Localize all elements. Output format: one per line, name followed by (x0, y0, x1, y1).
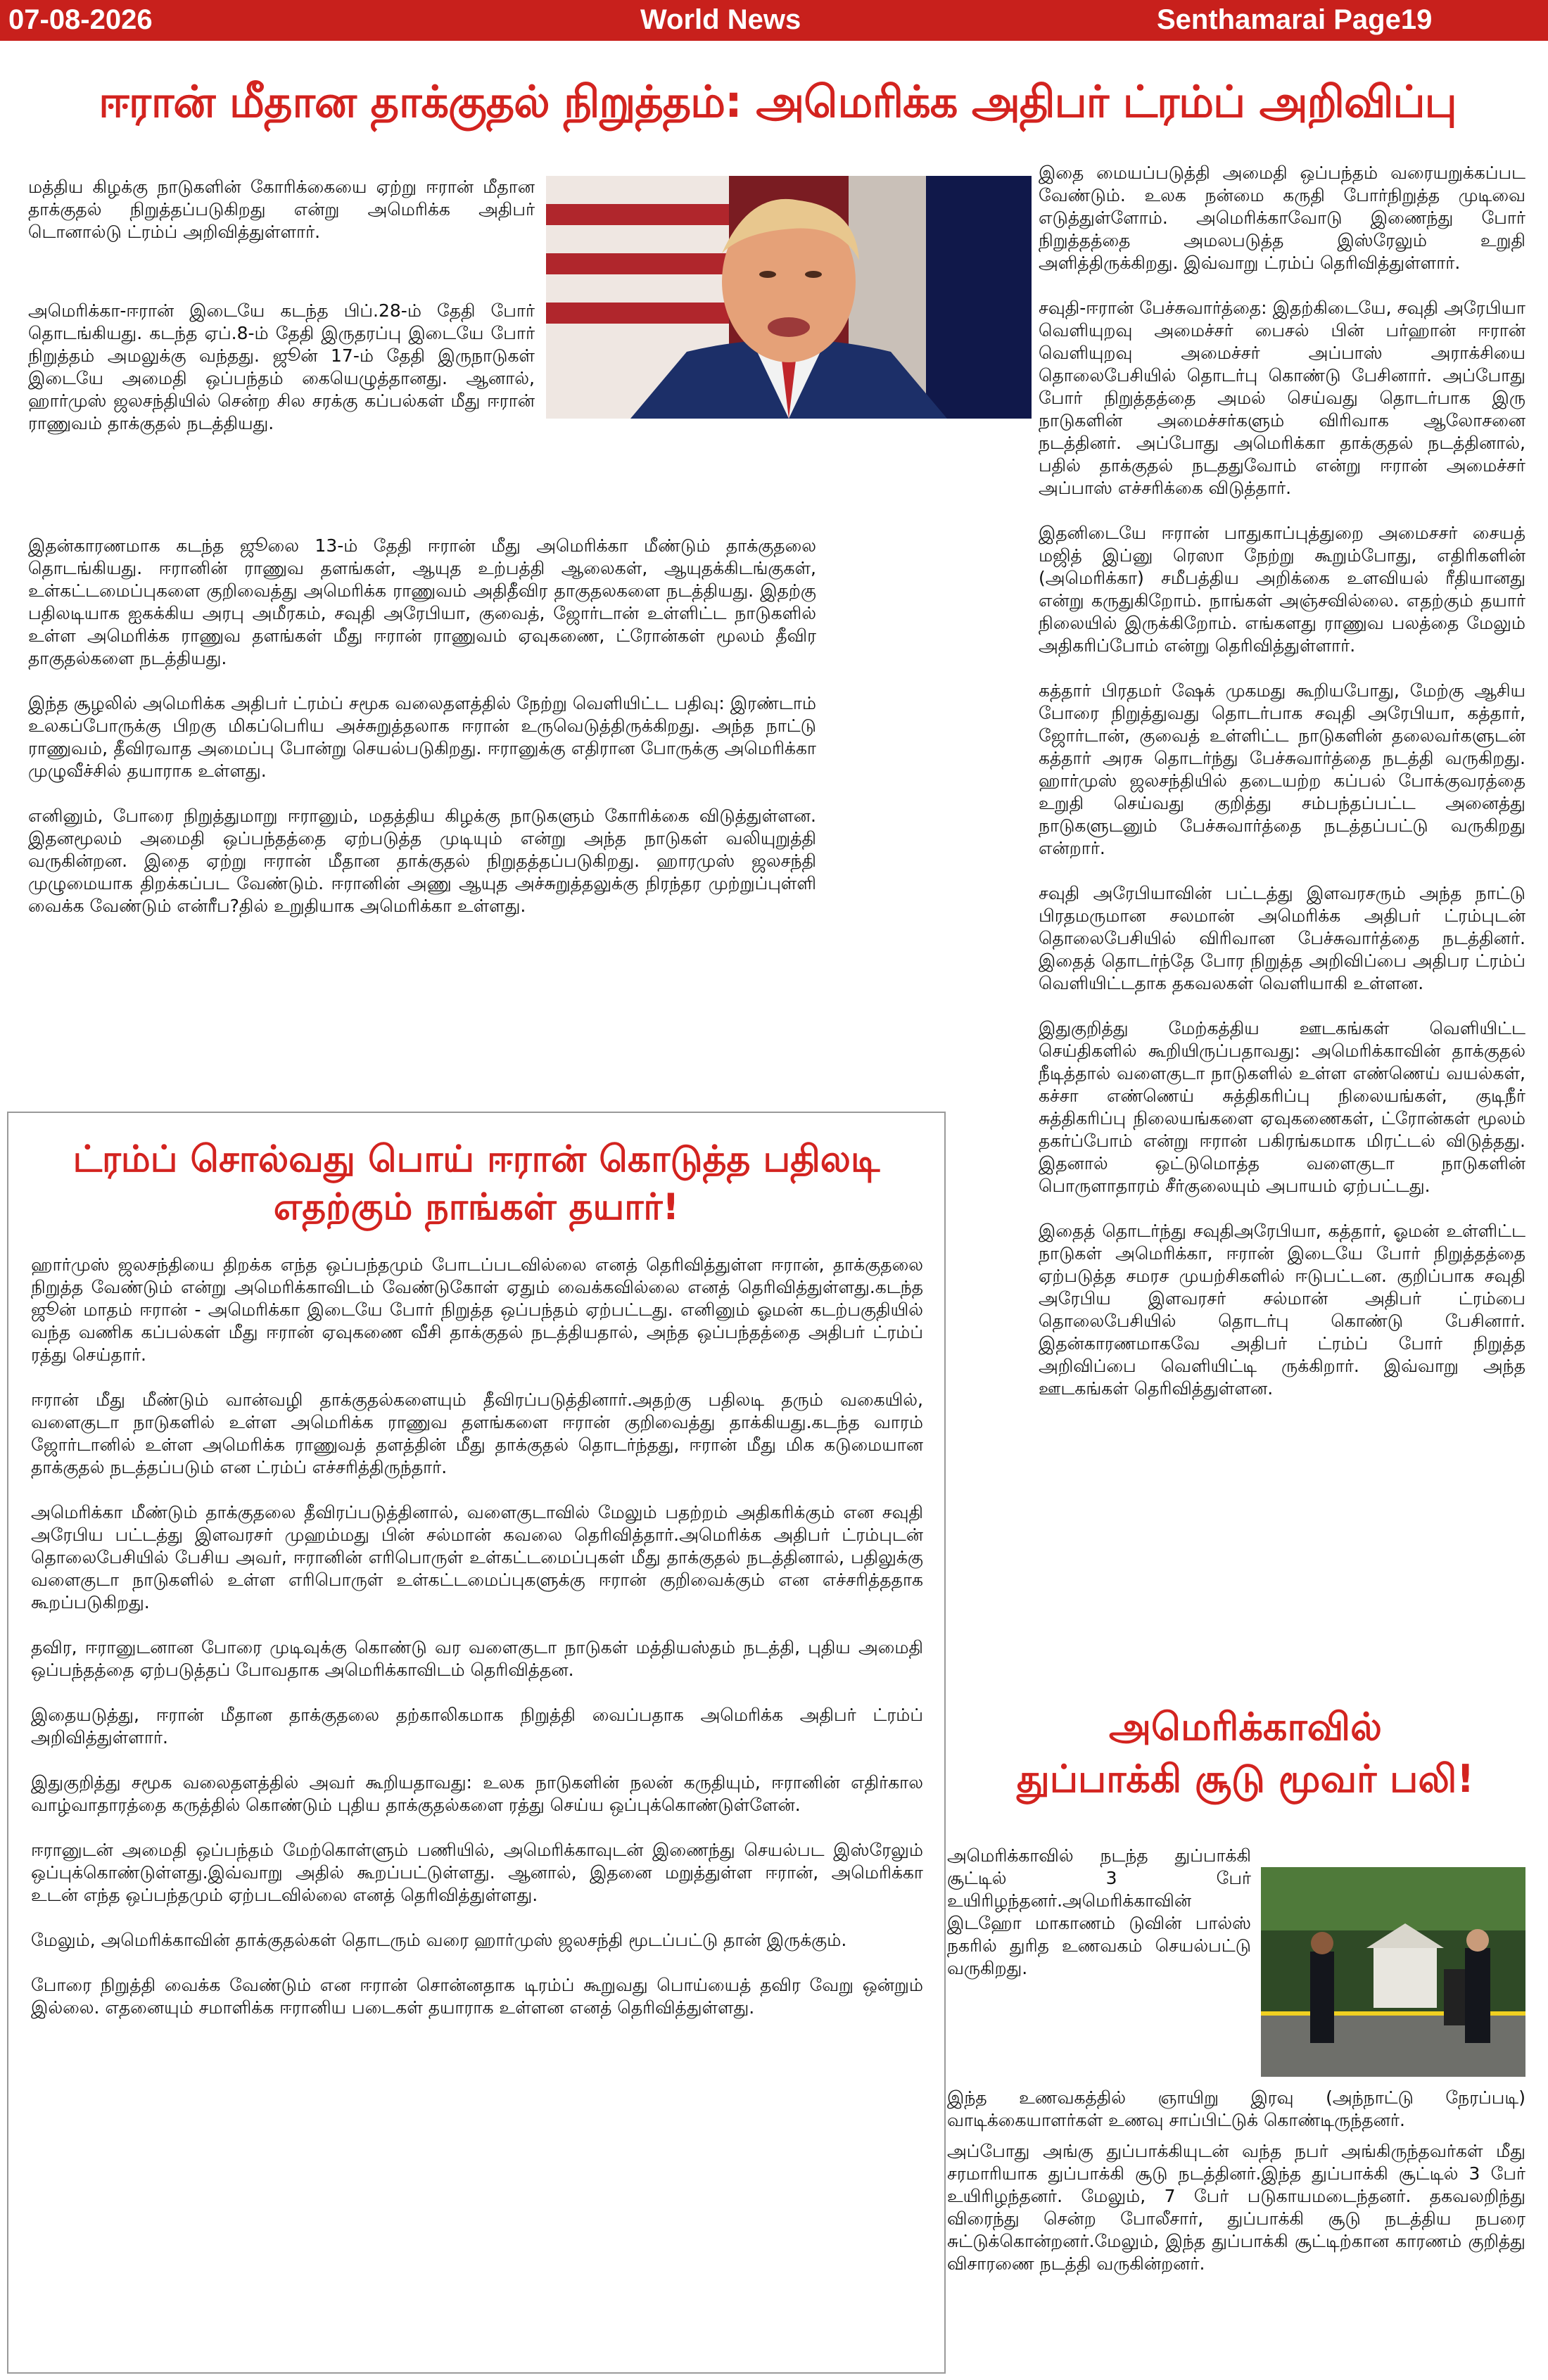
shooting-scene-photo (1261, 1867, 1525, 2077)
shooting-heading-line-1: அமெரிக்காவில் (1109, 1705, 1382, 1749)
article-paragraph: இதுகுறித்து சமூக வலைதளத்தில் அவர் கூறியதாவது: உலக நாடுகளின் நலன் கருதியும், ஈரானின் எதிர்கால வாழ்வாதாரத்தை கருத்தில் கொண்டும் புதிய தாக்குதல்களை ரத்து செய்ய ஒப்புக்கொண்டுள்ளேன். (31, 1772, 923, 1815)
article-paragraph: இதைத் தொடர்ந்து சவுதிஅரேபியா, கத்தார், ஓமன் உள்ளிட்ட நாடுகள் அமெரிக்கா, ஈரான் இடையே போர் நிறுத்தத்தை ஏற்படுத்த சமரச முயற்சிகளில் ஈடுபட்டன. குறிப்பாக சவுதி அரேபிய இளவரசர் சல்மான் அதிபர் ட்ரம்பை தொலைபேசியில் தொடர்பு கொண்டு பேசினார். இதன்காரணமாகவே அதிபர் ட்ரம்ப் போர் நிறுத்த அறிவிப்பை வெளியிட்டி ருக்கிறார். இவ்வாறு அந்த ஊடகங்கள் தெரிவித்துள்ளன. (1039, 1221, 1525, 1399)
article-paragraph: அமெரிக்காவில் நடந்த துப்பாக்கி சூட்டில் 3 பேர் உயிரிழந்தனர்.அமெரிக்காவின் இடஹோ மாகாணம் டுவின் பால்ஸ் நகரில் துரித உணவகம் செயல்பட்டு வருகிறது. (947, 1845, 1251, 1978)
left-column-wide (28, 535, 816, 940)
shooting-article-heading (957, 1701, 1534, 1805)
trump-photo (546, 176, 1032, 419)
shooting-heading-line-2: துப்பாக்கி சூடு மூவர் பலி! (1017, 1757, 1474, 1801)
boxed-article-heading (8, 1135, 944, 1231)
article-paragraph: அப்போது அங்கு துப்பாக்கியுடன் வந்த நபர் அங்கிருந்தவர்கள் மீது சரமாரியாக துப்பாக்கி சூடு நடத்தினர்.இந்த துப்பாக்கி சூட்டில் 3 பேர் உயிரிழந்தனர். மேலும், 7 பேர் படுகாயமடைந்தனர். தகவலறிந்து விரைந்து சென்ற போலீசார், துப்பாக்கி சூடு நடத்திய நபரை சுட்டுக்கொன்றனர்.மேலும், இந்த துப்பாக்கி சூட்டிற்கான காரணம் குறித்து விசாரணை நடத்தி வருகின்றனர். (947, 2141, 1525, 2274)
right-column (1039, 162, 1525, 1423)
article-paragraph: போரை நிறுத்தி வைக்க வேண்டும் என ஈரான் சொன்னதாக டிரம்ப் கூறுவது பொய்யைத் தவிர வேறு ஒன்றும் இல்லை. எதனையும் சமாளிக்க ஈரானிய படைகள் தயாராக உள்ளன எனத் தெரிவித்துள்ளது. (31, 1975, 923, 2018)
article-paragraph: அமெரிக்கா-ஈரான் இடையே கடந்த பிப்.28-ம் தேதி போர் தொடங்கியது. கடந்த ஏப்.8-ம் தேதி இருதரப்பு இடையே போர் நிறுத்தம் அமலுக்கு வந்தது. ஜூன் 17-ம் தேதி இருநாடுகள் இடையே அமைதி ஒப்பந்தம் கையெழுத்தானது. ஆனால், ஹார்முஸ் ஜலசந்தியில் சென்ற சில சரக்கு கப்பல்கள் மீது ஈரான் ராணுவம் தாக்குதல் நடத்தியது. (28, 300, 535, 433)
article-paragraph: இந்த சூழலில் அமெரிக்க அதிபர் ட்ரம்ப் சமூக வலைதளத்தில் நேற்று வெளியிட்ட பதிவு: இரண்டாம் உலகப்போருக்கு பிறகு மிகப்பெரிய அச்சுறுத்தலாக ஈரான் உருவெடுத்திருக்கிறது. அந்த நாட்டு ராணுவம், தீவிரவாத அமைப்பு போன்று செயல்படுகிறது. ஈரானுக்கு எதிரான போருக்கு அமெரிக்கா முழுவீச்சில் தயாராக உள்ளது. (28, 693, 816, 781)
article-paragraph: இதுகுறித்து மேற்கத்திய ஊடகங்கள் வெளியிட்ட செய்திகளில் கூறியிருப்பதாவது: அமெரிக்காவின் தாக்குதல் நீடித்தால் வளைகுடா நாடுகளில் உள்ள எண்ணெய் வயல்கள், கச்சா எண்ணெய் சுத்திகரிப்பு நிலையங்கள், குடிநீர் சுத்திகரிப்பு நிலையங்களை ஏவுகணைகள், ட்ரோன்கள் மூலம் தகர்ப்போம் என்று ஈரான் பகிரங்கமாக மிரட்டல் விடுத்தது. இதனால் ஒட்டுமொத்த வளைகுடா நாடுகளின் பொருளாதாரம் சீர்குலையும் அபாயம் ஏற்பட்டது. (1039, 1018, 1525, 1196)
article-paragraph: மேலும், அமெரிக்காவின் தாக்குதல்கள் தொடரும் வரை ஹார்முஸ் ஜலசந்தி மூடப்பட்டு தான் இருக்கும். (31, 1930, 847, 1950)
article-paragraph: இதனிடையே ஈரான் பாதுகாப்புத்துறை அமைசசர் சையத் மஜித் இப்னு ரெஸா நேற்று கூறும்போது, எதிரிகளின் (அமெரிக்கா) சமீபத்திய அறிக்கை உளவியல் ரீதியானது என்று கருதுகிறோம். நாங்கள் அஞ்சவில்லை. எதற்கும் தயார் நிலையில் இருக்கிறோம். எங்களது ராணுவ பலத்தை மேலும் அதிகரிப்போம் என்று தெரிவித்துள்ளார். (1039, 523, 1525, 656)
article-paragraph: ஈரான் மீது மீண்டும் வான்வழி தாக்குதல்களையும் தீவிரப்படுத்தினார்.அதற்கு பதிலடி தரும் வகையில், வளைகுடா நாடுகளில் உள்ள அமெரிக்க ராணுவ தளங்களை ஈரான் குறிவைத்து தாக்கியது.கடந்த வாரம் ஜோர்டானில் உள்ள அமெரிக்க ராணுவத் தளத்தின் மீது தாக்குதல் தொடர்ந்தது, ஈரான் மீது மிக கடுமையான தாக்குதல் நடத்தப்படும் என ட்ரம்ப் எச்சரித்திருந்தார். (31, 1389, 923, 1477)
boxed-heading-line-1: ட்ரம்ப் சொல்வது பொய் ஈரான் கொடுத்த பதிலடி (72, 1138, 880, 1181)
left-column (28, 300, 535, 457)
article-paragraph: எனினும், போரை நிறுத்துமாறு ஈரானும், மதத்திய கிழக்கு நாடுகளும் கோரிக்கை விடுத்துள்ளன. இதனமூலம் அமைதி ஒப்பந்தத்தை ஏற்படுத்த முடியும் என்று அந்த நாடுகள் வலியுறுத்தி வருகின்றன. இதை ஏற்று ஈரான் மீதான தாக்குதல் நிறுதத்தப்படுகிறது. ஹாரமுஸ் ஜலசந்தி முழுமையாக திறக்கப்பட வேண்டும். ஈரானின் அணு ஆயுத அச்சுறுத்தலுக்கு நிரந்தர முற்றுப்புள்ளி வைக்க வேண்டும் என்ரீப?தில் உறுதியாக அமெரிக்கா உள்ளது. (28, 806, 816, 916)
article-paragraph: ஹார்முஸ் ஜலசந்தியை திறக்க எந்த ஒப்பந்தமும் போடப்படவில்லை எனத் தெரிவித்துள்ள ஈரான், தாக்குதலை நிறுத்த வேண்டும் என்று அமெரிக்காவிடம் வேண்டுகோள் ஏதும் வைக்கவில்லை எனத் தெரிவித்துள்ளது.கடந்த ஜூன் மாதம் ஈரான் - அமெரிக்கா இடையே போர் நிறுத்த ஒப்பந்தம் ஏற்பட்டது. எனினும் ஓமன் கடற்பகுதியில் வந்த வணிக கப்பல்கள் மீது ஈரான் ஏவுகணை வீசி தாக்குதல் நடத்தியதால், அந்த ஒப்பந்தத்தை அதிபர் ட்ரம்ப் ரத்து செய்தார். (31, 1254, 923, 1365)
lead-paragraph-block (28, 176, 535, 266)
article-paragraph: அமெரிக்கா மீண்டும் தாக்குதலை தீவிரப்படுத்தினால், வளைகுடாவில் மேலும் பதற்றம் அதிகரிக்கும் என சவுதி அரேபிய பட்டத்து இளவரசர் முஹம்மது பின் சல்மான் கவலை தெரிவித்தார்.அமெரிக்க அதிபர் ட்ரம்புடன் தொலைபேசியில் பேசிய அவர், ஈரானின் எரிபொருள் உள்கட்டமைப்புகள் மீது தாக்குதல் நடத்தினால், பதிலுக்கு வளைகுடா நாடுகளில் உள்ள எரிபொருள் உள்கட்டமைப்புகளுக்கு ஈரான் குறிவைக்கும் என எச்சரித்ததாக கூறப்படுகிறது. (31, 1502, 923, 1612)
main-headline: ஈரான் மீதான தாக்குதல் நிறுத்தம்: அமெரிக்க அதிபர் ட்ரம்ப் அறிவிப்பு (99, 76, 1457, 127)
article-paragraph: இதை மையப்படுத்தி அமைதி ஒப்பந்தம் வரையறுக்கப்பட வேண்டும். உலக நன்மை கருதி போர்நிறுத்த முடிவை எடுத்துள்ளோம். அமெரிக்காவோடு இணைந்து போர் நிறுத்தத்தை அமலபடுத்த இஸ்ரேலும் உறுதி அளித்திருக்கிறது. இவ்வாறு ட்ரம்ப் தெரிவித்துள்ளார். (1039, 163, 1525, 273)
article-paragraph: மத்திய கிழக்கு நாடுகளின் கோரிக்கையை ஏற்று ஈரான் மீதான தாக்குதல் நிறுத்தப்படுகிறது என்று அமெரிக்க அதிபர் டொனால்டு ட்ரம்ப் அறிவித்துள்ளார். (28, 177, 535, 242)
page-header (0, 0, 1548, 41)
article-paragraph: சவுதி அரேபியாவின் பட்டத்து இளவரசரும் அந்த நாட்டு பிரதமருமான சலமான் அமெரிக்க அதிபர் ட்ரம்புடன் தொலைபேசியில் விரிவான பேச்சுவார்த்தை நடத்தினர். இதைத் தொடர்ந்தே போர நிறுத்த அறிவிப்பை அதிபர ட்ரம்ப் வெளியிட்டதாக தகவலகள் வெளியாகி உள்ளன. (1039, 883, 1525, 993)
article-paragraph: இதையடுத்து, ஈரான் மீதான தாக்குதலை தற்காலிகமாக நிறுத்தி வைப்பதாக அமெரிக்க அதிபர் ட்ரம்ப் அறிவித்துள்ளார். (31, 1705, 923, 1748)
shooting-article-body (947, 2087, 1525, 2298)
article-paragraph: இதன்காரணமாக கடந்த ஜூலை 13-ம் தேதி ஈரான் மீது அமெரிக்கா மீண்டும் தாக்குதலை தொடங்கியது. ஈரானின் ராணுவ தளங்கள், ஆயுத உற்பத்தி ஆலைகள், ஆயுதக்கிடங்குகள், உள்கட்டமைப்புகளை குறிவைத்து அமெரிக்க ராணுவம் அதிதீவிர தாகுதலகளை நடத்தியது. இதற்கு பதிலடியாக ஐகக்கிய அரபு அமீரகம், சவுதி அரேபியா, குவைத், ஜோர்டான் உள்ளிட்ட நாடுகளில் உள்ள அமெரிக்க ராணுவ தளங்கள் மீது ஈரான் ராணுவம் ஏவுகணை, ட்ரோன்கள் மூலம் தீவிர தாகுதல்களை நடத்தியது. (28, 535, 816, 668)
article-paragraph: சவுதி-ஈரான் பேச்சுவார்த்தை: இதற்கிடையே, சவுதி அரேபியா வெளியுறவு அமைச்சர் பைசல் பின் பர்ஹான் ஈரான் வெளியுறவு அமைச்சர் அப்பாஸ் அராக்சியை தொலைபேசியில் தொடர்பு கொண்டு பேசினார். அப்போது போர் நிறுத்தத்தை அமல் செய்வது தொடர்பாக இரு நாடுகளின் அமைச்சர்களும் விரிவாக ஆலோசனை நடத்தினர். அப்போது அமெரிக்கா தாக்குதல் நடத்தினால், பதில் தாக்குதல் நடததுவோம் என்று ஈரான் அமைச்சர் அப்பாஸ் எச்சரிக்கை விடுத்தார். (1039, 298, 1525, 498)
issue-date: 07-08-2026 (8, 4, 153, 35)
boxed-article-body (31, 1254, 923, 2042)
article-paragraph: ஈரானுடன் அமைதி ஒப்பந்தம் மேற்கொள்ளும் பணியில், அமெரிக்காவுடன் இணைந்து செயல்பட இஸ்ரேலும் ஒப்புக்கொண்டுள்ளது.இவ்வாறு அதில் கூறப்பட்டுள்ளது. ஆனால், இதனை மறுத்துள்ள ஈரான், அமெரிக்கா உடன் எந்த ஒப்பந்தமும் ஏற்படவில்லை எனத் தெரிவித்துள்ளது. (31, 1840, 923, 1905)
boxed-article (7, 1112, 946, 2374)
shooting-intro (947, 1845, 1251, 2002)
article-paragraph: கத்தார் பிரதமர் ஷேக் முகமது கூறியபோது, மேற்கு ஆசிய போரை நிறுத்துவது தொடர்பாக சவுதி அரேபியா, கத்தார், ஜோர்டான், குவைத் உள்ளிட்ட நாடுகளின் தலைவர்களுடன் கத்தார் அரசு தொடர்ந்து பேச்சுவார்த்தை நடத்தி வருகிறது. ஹார்முஸ் ஜலசந்தியில் தடையற்ற கப்பல் போக்குவரத்தை உறுதி செய்வது குறித்து சம்பந்தப்பட்ட அனைத்து நாடுகளுடனும் பேச்சுவார்த்தை நடத்தப்பட்டு வருகிறது என்றார். (1039, 680, 1525, 858)
article-paragraph: தவிர, ஈரானுடனான போரை முடிவுக்கு கொண்டு வர வளைகுடா நாடுகள் மத்தியஸ்தம் நடத்தி, புதிய அமைதி ஒப்பந்தத்தை ஏற்படுத்தப் போவதாக அமெரிக்காவிடம் தெரிவித்தன. (31, 1637, 923, 1680)
article-paragraph: இந்த உணவகத்தில் ஞாயிறு இரவு (அந்நாட்டு நேரப்படி) வாடிக்கையாளர்கள் உணவு சாப்பிட்டுக் கொண்டிருந்தனர். (947, 2087, 1525, 2130)
boxed-heading-line-2: எதற்கும் நாங்கள் தயார்! (273, 1186, 680, 1228)
paper-page: Senthamarai Page19 (1157, 4, 1433, 35)
section-name: World News (640, 4, 801, 35)
